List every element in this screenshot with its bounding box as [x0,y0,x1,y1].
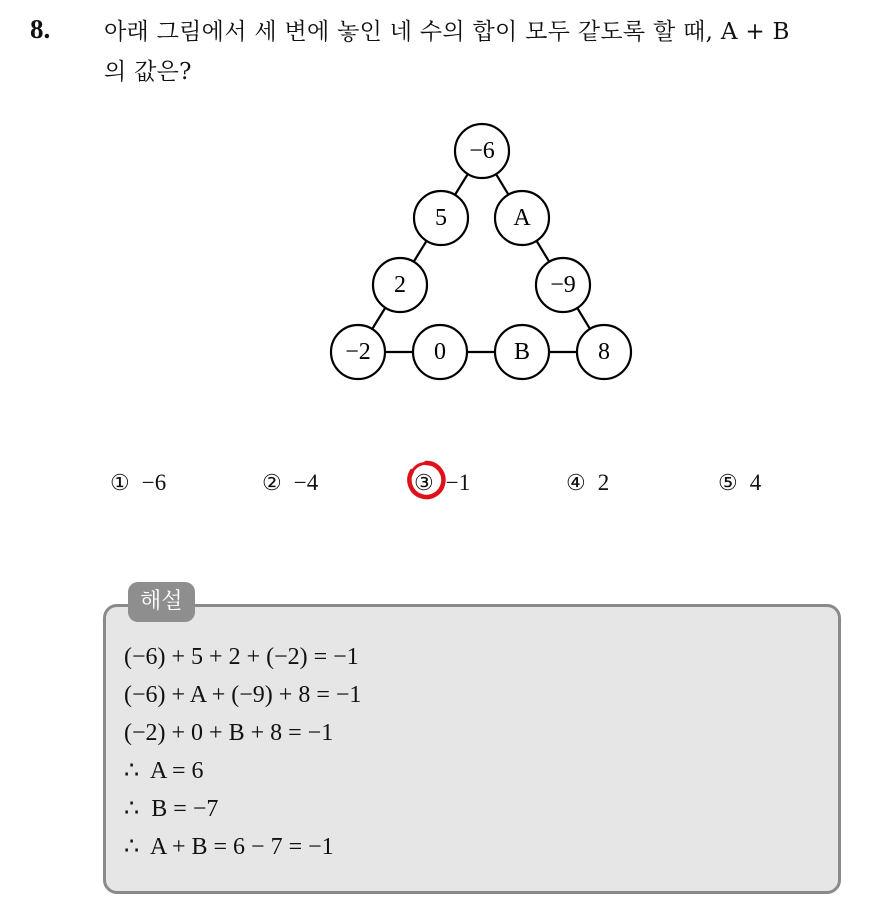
solution-line-1: (−6) + 5 + 2 + (−2) = −1 [124,644,359,670]
solution-line-3: (−2) + 0 + B + 8 = −1 [124,720,334,746]
node-bottom-3 [495,325,549,379]
node-top-label: −6 [469,138,495,164]
node-right-2 [536,258,590,312]
choice-5-value: 4 [749,470,762,495]
node-bottom-right [577,325,631,379]
choice-3-value: −1 [445,470,471,495]
solution-line-6: ∴ A + B = 6 − 7 = −1 [124,834,334,860]
node-left-2-label: 2 [394,272,406,298]
choice-4-mark: ④ [566,470,586,496]
solution-line-4: ∴ A = 6 [124,758,204,784]
solution-line-5: ∴ B = −7 [124,796,219,822]
solution-tab: 해설 [128,582,195,622]
node-bottom-2-label: 0 [434,339,446,365]
node-right-1-label: A [513,205,531,231]
triangle-edge-left [358,151,482,352]
node-right-2-label: −9 [550,272,576,298]
node-left-1 [414,191,468,245]
question-number: 8. [30,14,51,44]
solution-lines [124,638,361,866]
solution-line-2: (−6) + A + (−9) + 8 = −1 [124,682,362,708]
choice-4-value: 2 [597,470,610,495]
node-bottom-right-label: 8 [598,339,610,365]
choice-3-mark: ③ [414,470,434,496]
choice-1-mark: ① [110,470,130,496]
choice-3[interactable] [414,470,470,496]
node-bottom-left [331,325,385,379]
choice-5[interactable] [718,470,761,496]
choice-4[interactable] [566,470,609,496]
node-top [455,124,509,178]
number-triangle-diagram [300,110,640,390]
node-left-2 [373,258,427,312]
node-bottom-2 [413,325,467,379]
selected-answer-circle-icon [406,460,446,500]
choice-5-mark: ⑤ [718,470,738,496]
question-text [104,12,874,92]
choice-2[interactable] [262,470,318,496]
triangle-edge-right [482,151,604,352]
choice-1-value: −6 [141,470,167,495]
choice-2-value: −4 [293,470,319,495]
node-bottom-3-label: B [513,339,531,365]
node-bottom-left-label: −2 [345,339,371,365]
question-text-line-2: 의 값은? [104,59,192,85]
choice-1[interactable] [110,470,166,496]
question-text-line-1: 아래 그림에서 세 변에 놓인 네 수의 합이 모두 같도록 할 때, A + B [104,19,790,45]
choice-2-mark: ② [262,470,282,496]
node-left-1-label: 5 [435,205,447,231]
node-right-1 [495,191,549,245]
